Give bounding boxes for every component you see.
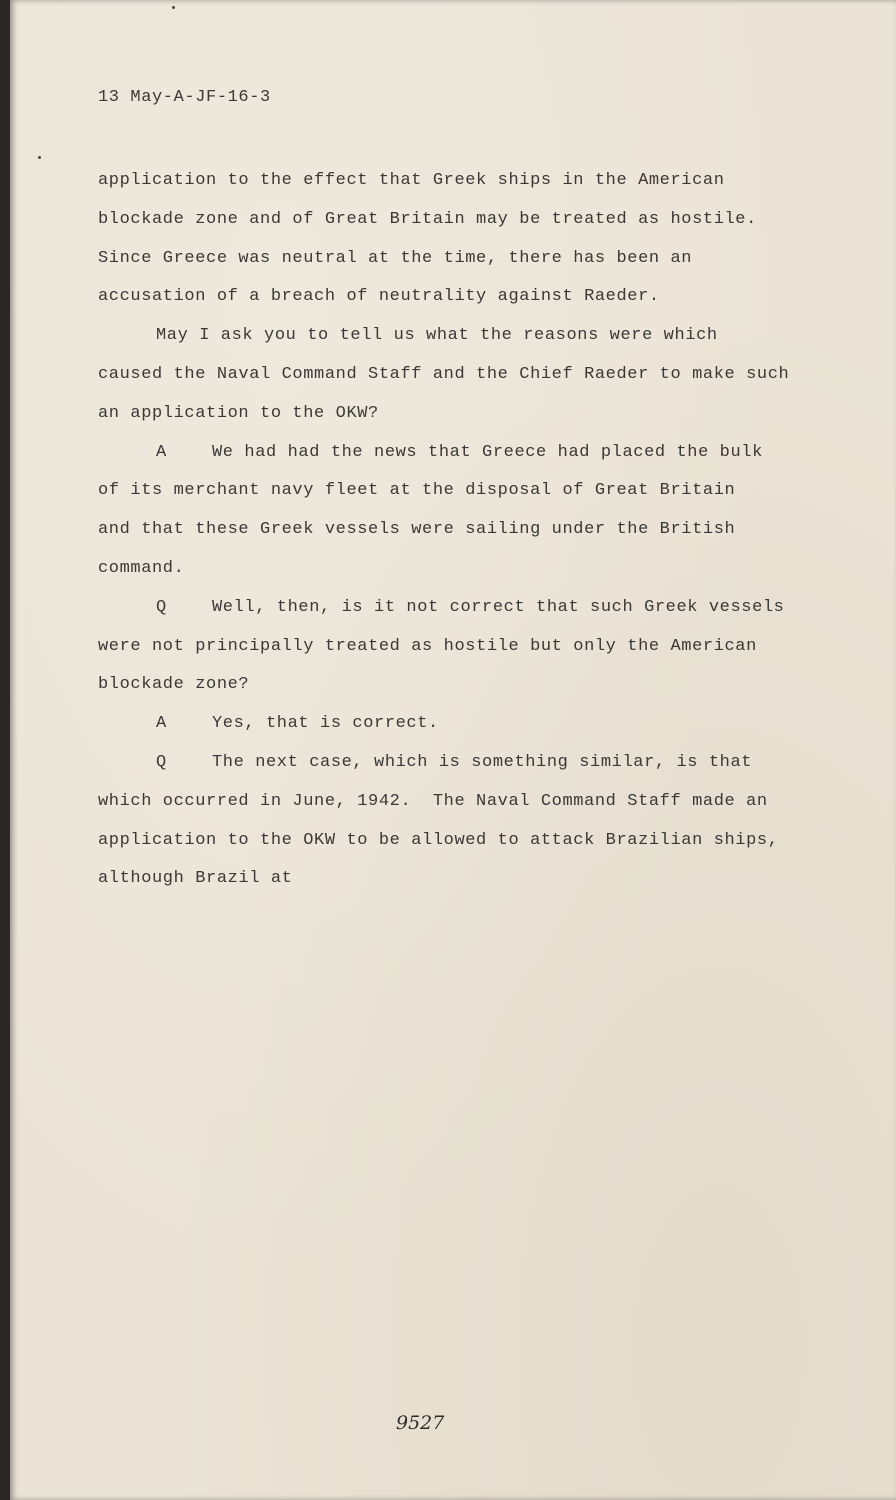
line-text: blockade zone? (98, 675, 250, 695)
transcript-line (98, 244, 858, 283)
transcript-line (98, 554, 858, 593)
paper-mark (38, 156, 41, 159)
speaker-label: A (156, 714, 167, 734)
speaker-label: Q (156, 752, 167, 772)
line-text: Yes, that is correct. (212, 714, 439, 734)
line-text: Well, then, is it not correct that such Greek vessels (212, 597, 785, 617)
line-text: caused the Naval Command Staff and the Chief Raeder to make such (98, 364, 790, 384)
line-text: command. (98, 558, 185, 578)
transcript-line (98, 399, 858, 438)
transcript-line (98, 709, 858, 748)
line-text: Since Greece was neutral at the time, there has been an (98, 248, 693, 268)
line-text: although Brazil at (98, 869, 293, 889)
line-text: application to the effect that Greek ships in the American (98, 171, 725, 190)
transcript-line (98, 476, 858, 515)
transcript-body (98, 166, 858, 903)
speaker-label: Q (156, 597, 167, 617)
transcript-line (98, 787, 858, 826)
speaker-label: A (156, 442, 167, 462)
line-text: May I ask you to tell us what the reasons were which (156, 326, 718, 346)
transcript-line (98, 360, 858, 399)
line-text: and that these Greek vessels were sailing under the British (98, 520, 736, 540)
transcript-line (98, 670, 858, 709)
transcript-line (98, 282, 858, 321)
line-text: which occurred in June, 1942. The Naval Command Staff made an (98, 791, 768, 811)
line-text: blockade zone and of Great Britain may be treated as hostile. (98, 209, 757, 229)
document-page (10, 0, 896, 1500)
document-header: 13 May-A-JF-16-3 (98, 88, 271, 107)
transcript-line (98, 864, 858, 903)
line-text: application to the OKW to be allowed to attack Brazilian ships, (98, 830, 779, 850)
line-text: The next case, which is something similar, is that (212, 752, 753, 772)
transcript-line (98, 205, 858, 244)
paper-mark (172, 6, 175, 9)
transcript-line (98, 748, 858, 787)
transcript-line (98, 632, 858, 671)
line-text: of its merchant navy fleet at the disposal of Great Britain (98, 481, 736, 501)
line-text: were not principally treated as hostile but only the American (98, 636, 757, 656)
line-text: an application to the OKW? (98, 403, 379, 423)
line-text: accusation of a breach of neutrality against Raeder. (98, 287, 660, 307)
page-number: 9527 (396, 1412, 445, 1434)
line-text: We had had the news that Greece had placed the bulk (212, 442, 763, 462)
transcript-line (98, 593, 858, 632)
transcript-line (98, 438, 858, 477)
transcript-line (98, 515, 858, 554)
transcript-line (98, 826, 858, 865)
transcript-line (98, 166, 858, 205)
transcript-line (98, 321, 858, 360)
